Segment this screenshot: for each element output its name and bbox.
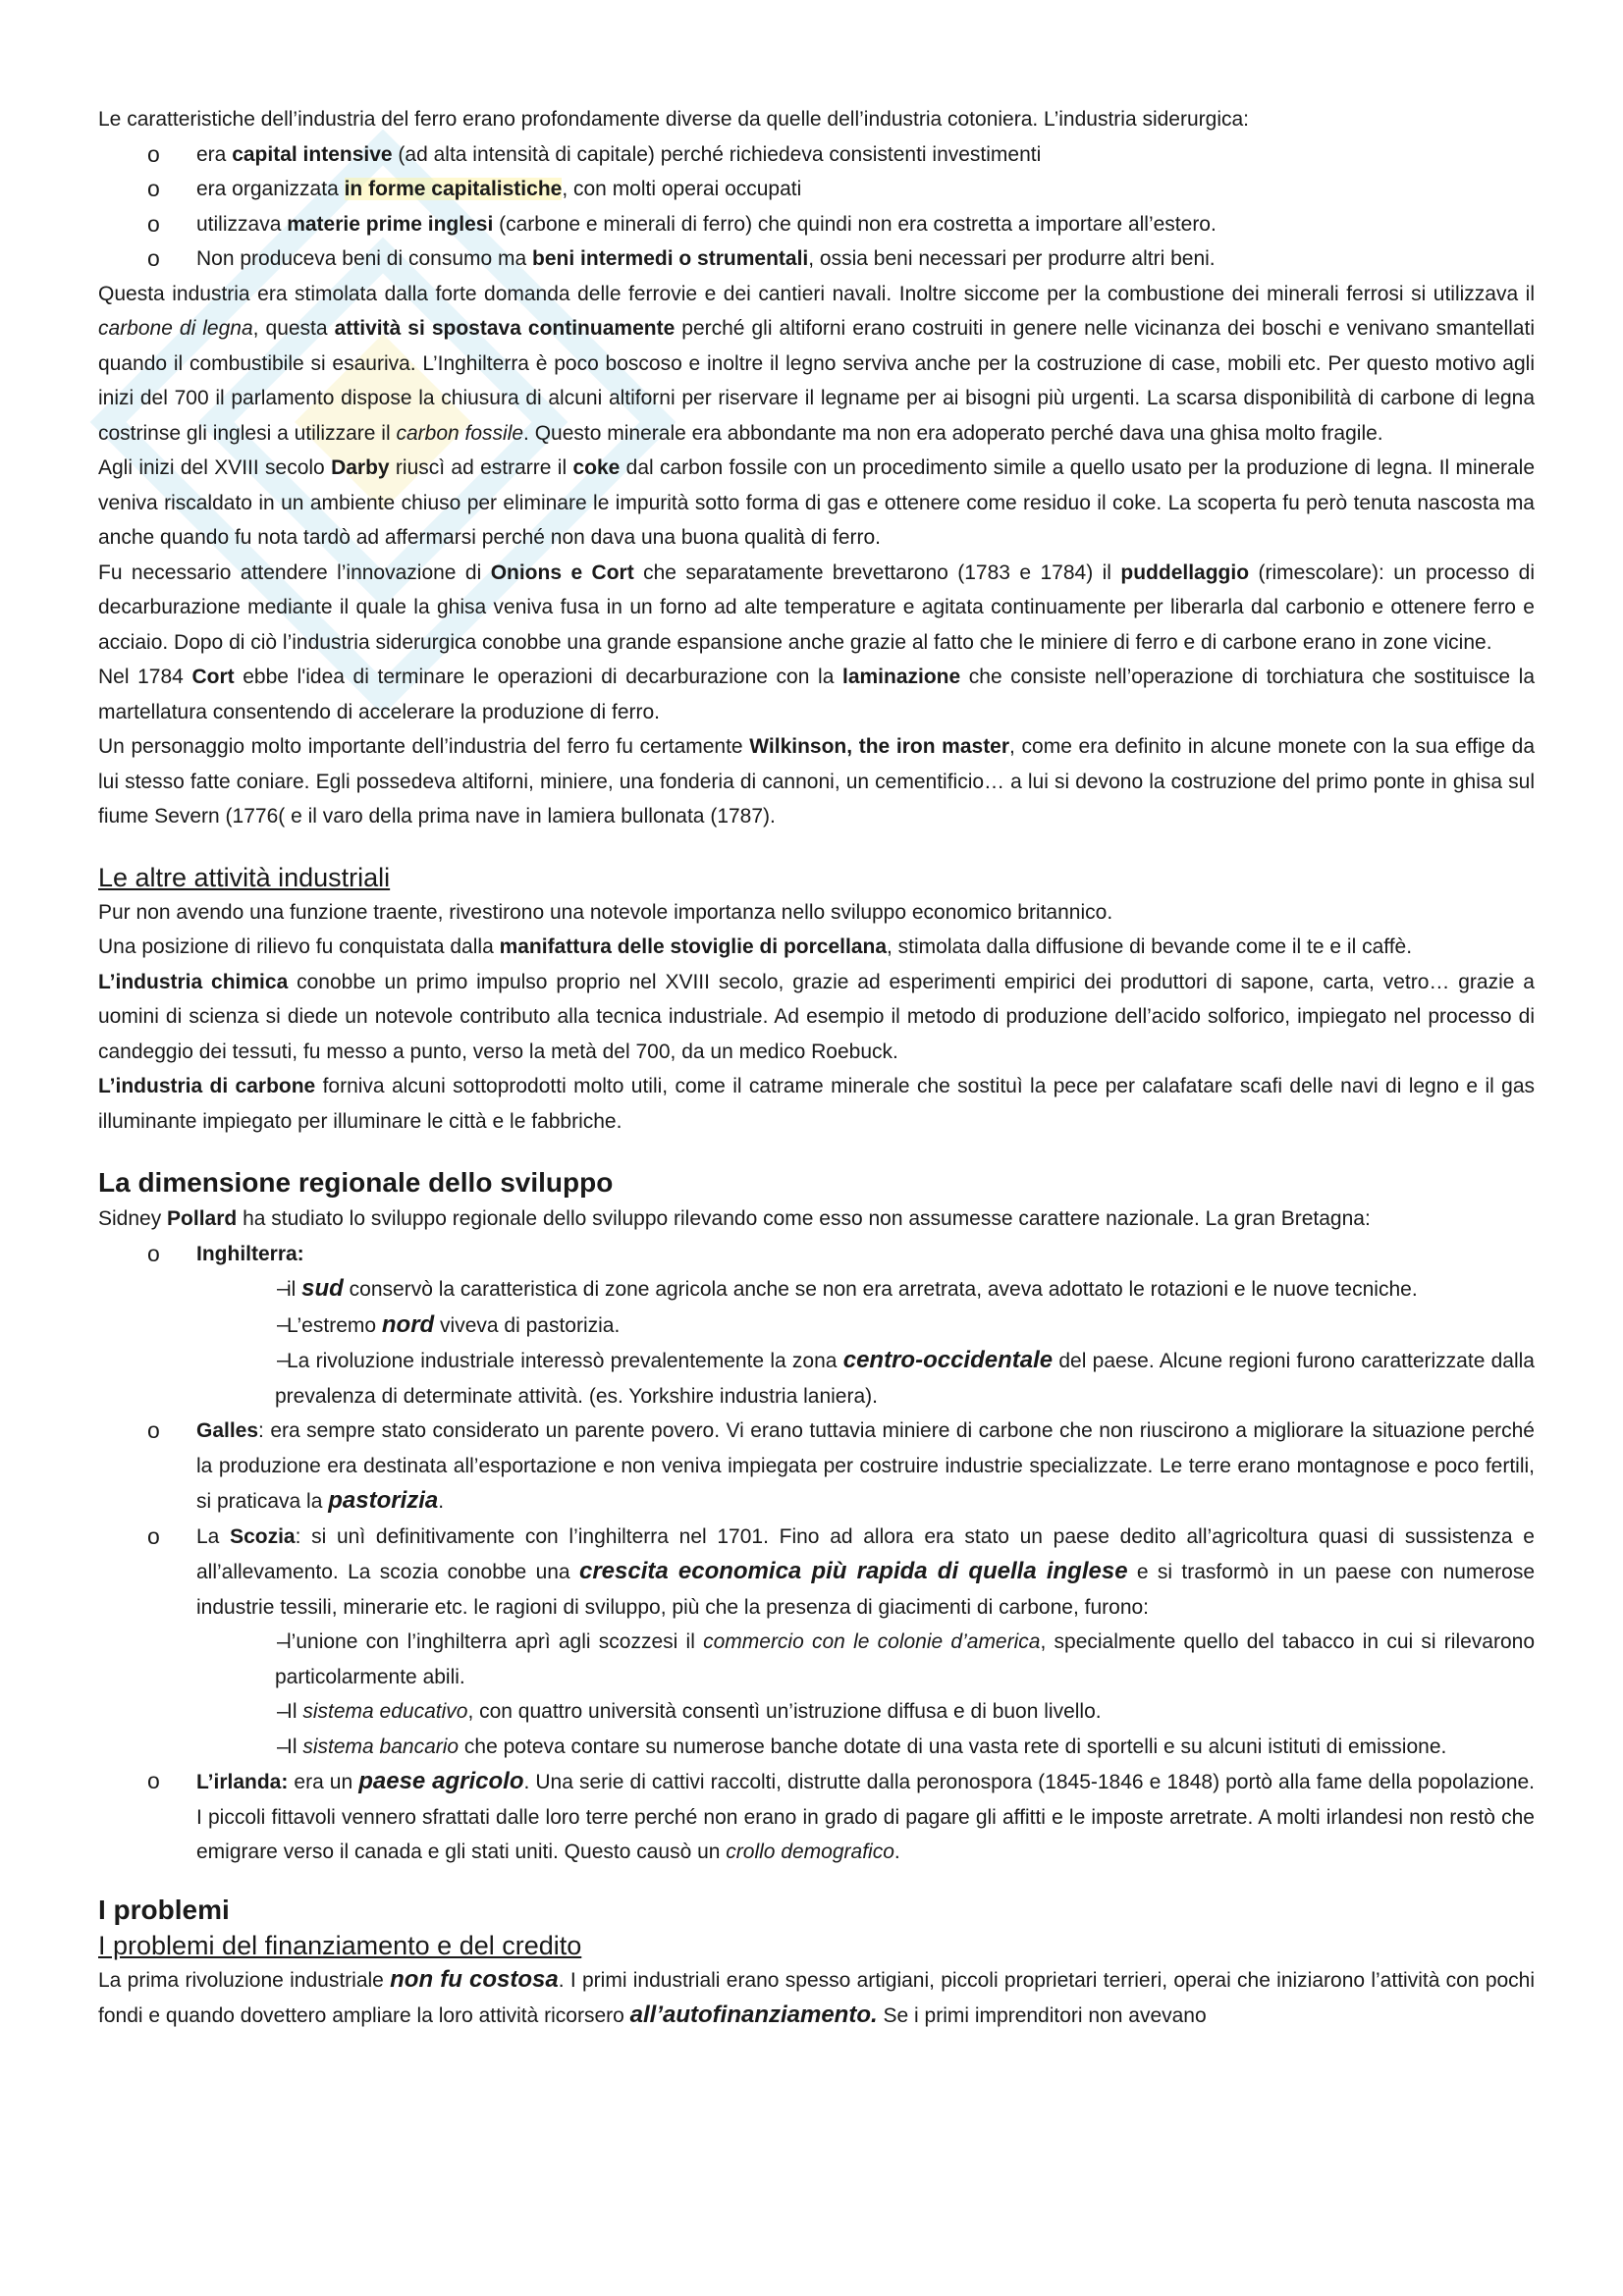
inghilterra-sublist (196, 1271, 1535, 1414)
list-item: o utilizzava materie prime inglesi (carbone e minerali di ferro) che quindi non era costretta a importare all’estero. (98, 207, 1535, 242)
iron-features-list (98, 137, 1535, 277)
paragraph-industria-carbone: L’industria di carbone forniva alcuni sottoprodotti molto utili, come il catrame minerale che sostituì la pece per calafatare scafi delle navi di legno e il gas illuminante impiegato per illuminare le città e le fabbriche. (98, 1075, 1535, 1133)
list-item: – La rivoluzione industriale interessò prevalentemente la zona centro-occidentale del paese. Alcune regioni furono caratterizzate dalla prevalenza di determinate attività. (es. Yorkshire industria laniera). (275, 1347, 1535, 1408)
section-heading-altre-attivita: Le altre attività industriali (98, 862, 391, 892)
list-item: o era organizzata in forme capitalistiche, con molti operai occupati (98, 172, 1535, 207)
paragraph-altre-intro: Pur non avendo una funzione traente, rivestirono una notevole importanza nello sviluppo economico britannico. (98, 900, 1113, 924)
bullet-marker: o (147, 1522, 160, 1549)
list-item: o era capital intensive (ad alta intensità di capitale) perché richiedeva consistenti investimenti (98, 137, 1535, 173)
subsection-heading-finanziamento: I problemi del finanziamento e del credito (98, 1930, 582, 1960)
paragraph-industria-chimica: L’industria chimica conobbe un primo impulso proprio nel XVIII secolo, grazie ad esperimenti empirici dei produttori di sapone, carta, vetro… grazie a uomini di scienza si diede un notevole contributo alla tecnica industriale. Ad esempio il metodo di produzione dell’acido solforico, impiegato nel processo di candeggio dei tessuti, fu messo a punto, verso la metà del 700, da un medico Roebuck. (98, 970, 1535, 1063)
paragraph-porcellana: Una posizione di rilievo fu conquistata dalla manifattura delle stoviglie di porcellana, stimolata dalla diffusione di bevande come il te e il caffè. (98, 935, 1413, 958)
paragraph-darby: Agli inizi del XVIII secolo Darby riuscì ad estrarre il coke dal carbon fossile con un procedimento simile a quello usato per la produzione di legna. Il minerale veniva riscaldato in un ambiente chiuso per eliminare le impurità sotto forma di gas e ottenere come residuo il coke. La scoperta fu però tenuta nascosta ma anche quando fu nota tardò ad affermarsi perché non dava una buona qualità di ferro. (98, 456, 1536, 549)
list-item-galles: o Galles: era sempre stato considerato un parente povero. Vi erano tuttavia miniere di carbone che non riuscirono a migliorare la situazione perché la produzione era destinata all’esportazione e non veniva impiegata per costruire industrie specializzate. Le terre erano montagnose e poco fertili, si praticava la pastorizia. (98, 1414, 1535, 1520)
paragraph-wilkinson: Un personaggio molto importante dell’industria del ferro fu certamente Wilkinson, the iron master, come era definito in alcune monete con la sua effige da lui stesso fatte coniare. Egli possedeva altiforni, miniere, una fonderia di cannoni, un cementificio… a lui si devono la costruzione del primo ponte in ghisa sul fiume Severn (1776( e il varo della prima nave in lamiera bullonata (1787). (98, 735, 1536, 828)
paragraph-combustione: Questa industria era stimolata dalla forte domanda delle ferrovie e dei cantieri navali. Inoltre siccome per la combustione dei minerali ferrosi si utilizzava il carbone di legna, questa attività si spostava continuamente perché gli altiforni erano costruiti in genere nelle vicinanza dei boschi e venivano smantellati quando il combustibile si esauriva. L’Inghilterra è poco boscoso e inoltre il legno serviva anche per la costruzione di case, mobili etc. Per questo motivo agli inizi del 700 il parlamento dispose la chiusura di alcuni altiforni per riservare il legname per ai bisogni più urgenti. La scarsa disponibilità di carbone di legna costrinse gli inglesi a utilizzare il carbon fossile. Questo minerale era abbondante ma non era adoperato perché dava una ghisa molto fragile. (98, 282, 1535, 445)
scozia-sublist (196, 1625, 1535, 1764)
bullet-marker: o (147, 1240, 160, 1266)
bullet-marker: o (147, 176, 160, 201)
text-column (98, 102, 1535, 2034)
paragraph-finanziamento: La prima rivoluzione industriale non fu costosa. I primi industriali erano spesso artigiani, piccoli proprietari terrieri, operai che iniziarono l’attività con pochi fondi e quando dovettero ampliare la loro attività ricorsero all’autofinanziamento. Se i primi imprenditori non avevano (98, 1965, 1536, 2028)
bullet-marker: o (147, 1417, 160, 1443)
bullet-marker: o (147, 210, 160, 237)
bullet-marker: o (147, 140, 160, 167)
paragraph-puddellaggio: Fu necessario attendere l’innovazione di Onions e Cort che separatamente brevettarono (1783 e 1784) il puddellaggio (rimescolare): un processo di decarburazione mediante il quale la ghisa veniva fusa in un forno ad alte temperature e agitata continuamente per liberarla dal carbonio e ottenere ferro e acciaio. Dopo di ciò l’industria siderurgica conobbe una grande espansione anche grazie al fatto che le miniere di ferro e di carbone erano in zone vicine. (98, 561, 1536, 654)
list-item: – Il sistema bancario che poteva contare su numerose banche dotate di una vasta rete di sportelli e su alcuni istituti di emissione. (277, 1735, 1447, 1758)
list-item-inghilterra: o Inghilterra: – il sud conservò la caratteristica di zone agricola anche se non era arretrata, aveva adottato le rotazioni e le nuove tecniche. – L’estremo nord viveva di pastorizia. – La rivoluzione industriale interessò prevalentemente la zona centro-occidentale del paese. Alcune regioni furono caratterizzate dalla prevalenza di determinate attività. (es. Yorkshire industria laniera). (98, 1237, 1535, 1415)
list-item-irlanda: o L’irlanda: era un paese agricolo. Una serie di cattivi raccolti, distrutte dalla peronospora (1845-1846 e 1848) portò alla fame della popolazione. I piccoli fittavoli vennero sfrattati dalle loro terre perché non erano in grado di pagare gli affitti e le imposte arretrate. A molti irlandesi non restò che emigrare verso il canada e gli stati uniti. Questo causò un crollo demografico. (98, 1764, 1535, 1870)
list-item: o Non produceva beni di consumo ma beni intermedi o strumentali, ossia beni necessari per produrre altri beni. (98, 241, 1535, 277)
list-item-scozia: o La Scozia: si unì definitivamente con l’inghilterra nel 1701. Fino ad allora era stato un paese dedito all’agricoltura quasi di sussistenza e all’allevamento. La scozia conobbe una crescita economica più rapida di quella inglese e si trasformò in un paese con numerose industrie tessili, minerarie etc. le ragioni di sviluppo, più che la presenza di giacimenti di carbone, furono: – l’unione con l’inghilterra aprì agli scozzesi il commercio con le colonie d’america, specialmente quello del tabacco in cui si rilevarono particolarmente abili. – Il sistema educativo, con quattro università consentì un’istruzione diffusa e di buon livello. – Il sistema bancario che poteva contare su numerose banche dotate di una vasta rete di sportelli e su alcuni istituti di emissione. (98, 1520, 1535, 1765)
paragraph-laminazione: Nel 1784 Cort ebbe l'idea di terminare le operazioni di decarburazione con la laminazione che consiste nell’operazione di torchiatura che sostituisce la martellatura consentendo di accelerare la produzione di ferro. (98, 666, 1535, 723)
bullet-marker: o (147, 245, 160, 271)
list-item: – Il sistema educativo, con quattro università consentì un’istruzione diffusa e di buon livello. (277, 1700, 1102, 1723)
list-item: – L’estremo nord viveva di pastorizia. (277, 1310, 621, 1338)
intro-paragraph: Le caratteristiche dell’industria del ferro erano profondamente diverse da quelle dell’industria cotoniera. L’industria siderurgica: (98, 108, 1250, 131)
list-item: – il sud conservò la caratteristica di zone agricola anche se non era arretrata, aveva adottato le rotazioni e le nuove tecniche. (277, 1275, 1418, 1302)
list-item: – l’unione con l’inghilterra aprì agli scozzesi il commercio con le colonie d’america, specialmente quello del tabacco in cui si rilevarono particolarmente abili. (275, 1630, 1535, 1688)
regions-list (98, 1237, 1535, 1870)
bullet-marker: o (147, 1768, 160, 1793)
section-heading-dimensione-regionale: La dimensione regionale dello sviluppo (98, 1167, 614, 1198)
paragraph-pollard: Sidney Pollard ha studiato lo sviluppo regionale dello sviluppo rilevando come esso non assumesse carattere nazionale. La gran Bretagna: (98, 1207, 1371, 1230)
section-heading-problemi: I problemi (98, 1894, 230, 1925)
